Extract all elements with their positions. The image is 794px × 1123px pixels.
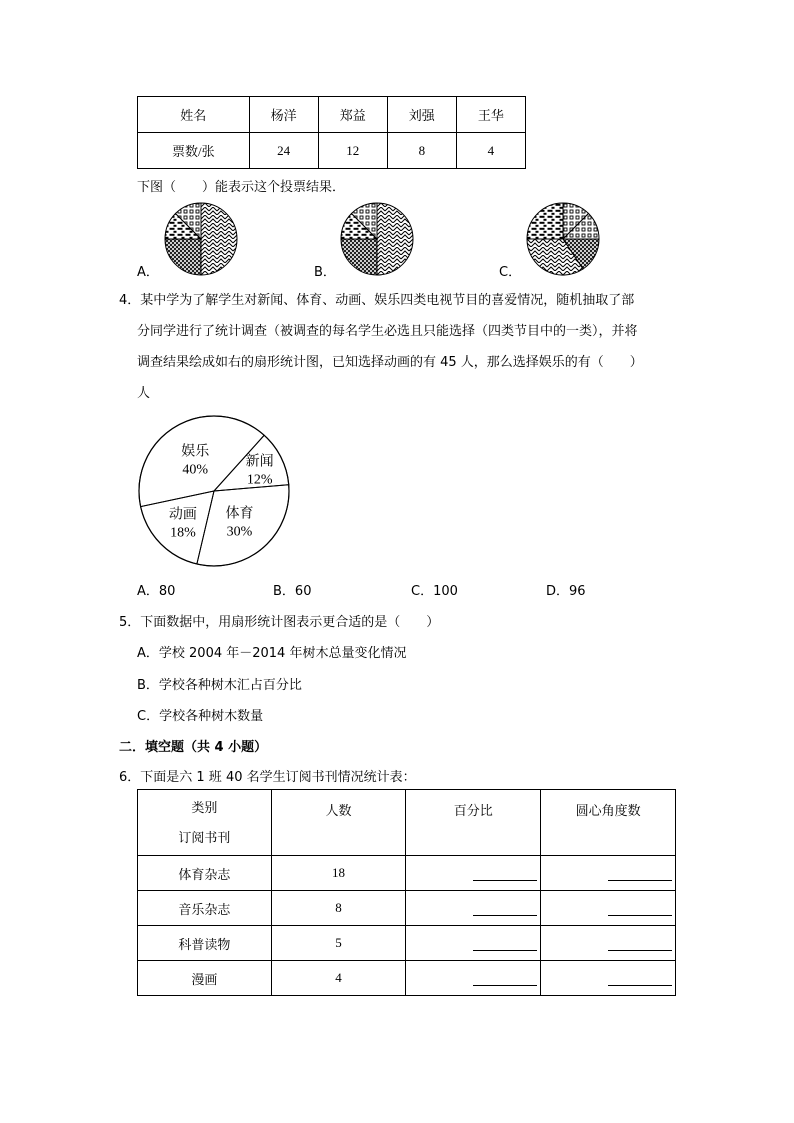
q4-line-2: 分同学进行了统计调查（被调查的每名学生必选且只能选择（四类节目中的一类），并将 — [137, 324, 638, 339]
slice-percent: 30% — [226, 524, 253, 540]
table-cell: 4 — [271, 961, 406, 996]
slice-percent: 40% — [182, 462, 209, 478]
table-cell: 体育杂志 — [138, 856, 272, 891]
table-cell: 8 — [271, 891, 406, 926]
percent-blank[interactable] — [406, 926, 541, 961]
percent-blank[interactable] — [406, 856, 541, 891]
table-cell: 18 — [271, 856, 406, 891]
table-cell: 郑益 — [318, 97, 387, 133]
q3-option-c: C． — [499, 265, 522, 280]
table-cell: 杨洋 — [249, 97, 318, 133]
q5-stem: 5．下面数据中，用扇形统计图表示更合适的是（ ） — [119, 615, 440, 630]
table-cell: 音乐杂志 — [138, 891, 272, 926]
q3-option-a: A． — [137, 265, 159, 280]
angle-blank[interactable] — [541, 926, 676, 961]
table-cell: 王华 — [456, 97, 525, 133]
slice-label: 新闻 — [245, 453, 274, 470]
q4-option-d: D．96 — [546, 584, 586, 599]
pie-slice — [527, 203, 563, 239]
header-subscription: 订阅书刊 — [178, 829, 231, 845]
table-row — [138, 891, 676, 926]
table-cell: 漫画 — [138, 961, 272, 996]
q4-option-a: A．80 — [137, 584, 176, 599]
pie-slice — [201, 203, 237, 275]
slice-label: 动画 — [168, 506, 197, 523]
table-cell: 姓名 — [138, 97, 250, 133]
table-row — [138, 856, 676, 891]
q4-line-4: 人 — [137, 386, 151, 401]
pie-slice — [165, 239, 201, 275]
table-cell: 24 — [249, 133, 318, 169]
q3-pie-b — [340, 202, 414, 276]
q4-option-b: B．60 — [273, 584, 312, 599]
slice-percent: 12% — [246, 472, 273, 488]
table-row — [138, 926, 676, 961]
q3-prompt: 下图（ ）能表示这个投票结果． — [137, 180, 346, 195]
q3-pie-a — [164, 202, 238, 276]
table-cell: 4 — [456, 133, 525, 169]
q4-line-1: 4．某中学为了解学生对新闻、体育、动画、娱乐四类电视节目的喜爱情况，随机抽取了部 — [119, 293, 635, 308]
table-row — [138, 97, 526, 133]
table-header-cell: 人数 — [271, 790, 406, 856]
q6-stem: 6．下面是六 1 班 40 名学生订阅书刊情况统计表： — [119, 770, 416, 785]
table-cell: 刘强 — [387, 97, 456, 133]
q5-option-a: A．学校 2004 年－2014 年树木总量变化情况 — [137, 646, 407, 661]
table-cell: 8 — [387, 133, 456, 169]
pie-chart — [136, 415, 296, 567]
q3-pie-c — [526, 202, 600, 276]
q4-line-3: 调查结果绘成如右的扇形统计图，已知选择动画的有 45 人，那么选择娱乐的有（ ） — [137, 355, 643, 370]
vote-table — [137, 96, 526, 169]
subscription-table — [137, 789, 676, 996]
angle-blank[interactable] — [541, 891, 676, 926]
section-heading: 二．填空题（共 4 小题） — [119, 740, 268, 755]
angle-blank[interactable] — [541, 856, 676, 891]
pie-slice — [377, 203, 413, 275]
slice-percent: 18% — [170, 525, 196, 541]
header-category: 类别 — [191, 799, 218, 815]
slice-label: 体育 — [225, 505, 254, 522]
angle-blank[interactable] — [541, 961, 676, 996]
table-cell: 12 — [318, 133, 387, 169]
q4-option-c: C．100 — [411, 584, 458, 599]
percent-blank[interactable] — [406, 891, 541, 926]
pie-slice — [341, 239, 377, 275]
q5-option-b: B．学校各种树木汇占百分比 — [137, 678, 302, 693]
table-cell: 票数/张 — [138, 133, 250, 169]
table-row — [138, 790, 676, 856]
q3-option-b: B． — [314, 265, 336, 280]
q5-option-c: C．学校各种树木数量 — [137, 709, 264, 724]
percent-blank[interactable] — [406, 961, 541, 996]
table-header-cell: 百分比 — [406, 790, 541, 856]
slice-label: 娱乐 — [181, 443, 210, 460]
table-cell: 5 — [271, 926, 406, 961]
table-row — [138, 133, 526, 169]
table-row — [138, 961, 676, 996]
table-header-cell: 圆心角度数 — [541, 790, 676, 856]
table-header-cell — [138, 790, 272, 856]
table-cell: 科普读物 — [138, 926, 272, 961]
